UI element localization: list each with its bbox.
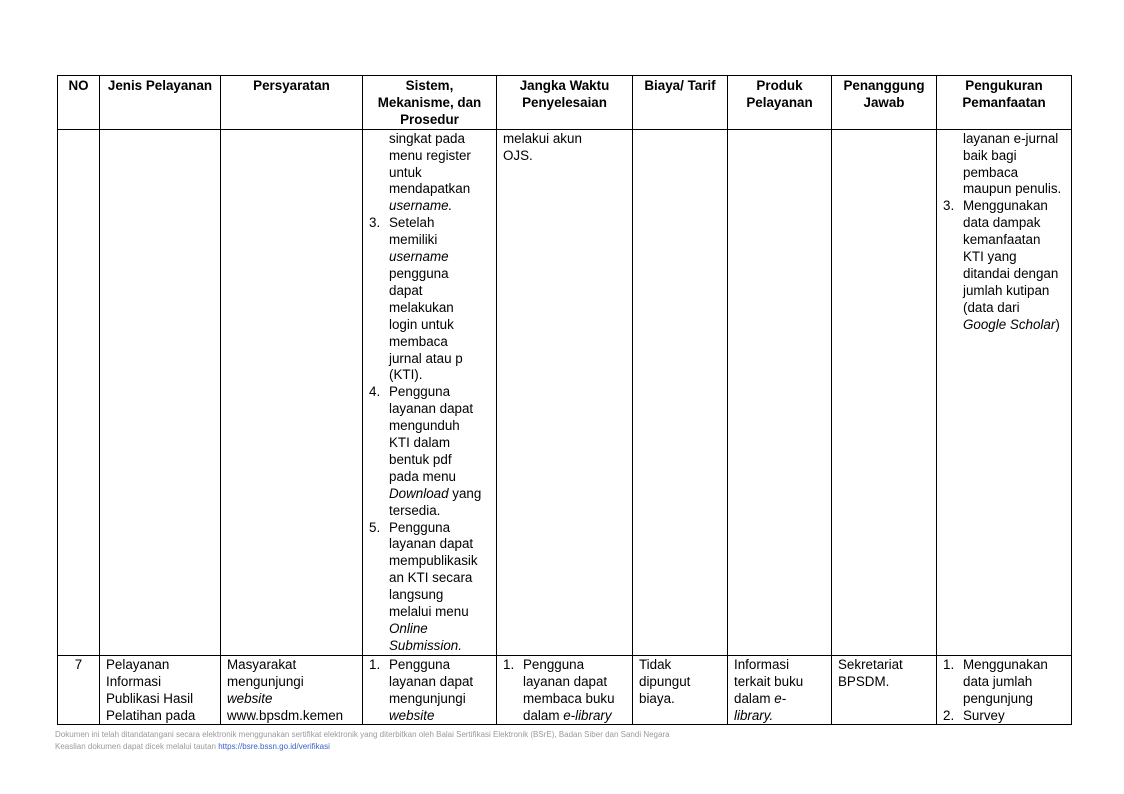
table-row [58, 129, 1072, 655]
list-item [369, 215, 490, 384]
text-line: Tidak [639, 656, 672, 672]
text-line: pengguna [389, 265, 449, 281]
text-line: Informasi [734, 656, 790, 672]
text-line: Download yang [389, 485, 482, 501]
header-produk: Produk Pelayanan [728, 76, 832, 130]
text-line: layanan dapat [389, 673, 474, 689]
text-line: username. [389, 198, 453, 214]
text-line: Pelayanan [106, 656, 170, 672]
esign-notice: Dokumen ini telah ditandatangani secara elektronik menggunakan sertifikat elektronik yang diterbitkan oleh Balai Sertifikasi Elektronik (BSrE), Badan Siber dan Sandi Negara [55, 730, 670, 739]
list-number: 4. [369, 384, 381, 400]
text-line: pengunjung [963, 690, 1034, 706]
list-number: 1. [503, 656, 515, 672]
text-line: melakukan [389, 299, 454, 315]
cell-pengukuran [937, 129, 1072, 655]
text-line: Google Scholar) [963, 316, 1060, 332]
text-line: singkat pada [389, 130, 465, 146]
text-line: mendapatkan [389, 181, 471, 197]
text-line: terkait buku [734, 673, 804, 689]
header-no: NO [58, 76, 100, 130]
list-number: 1. [369, 656, 381, 672]
text-line: data dampak [963, 215, 1041, 231]
text-line: (data dari [963, 299, 1020, 315]
text-line: menu register [389, 147, 471, 163]
text-line: untuk [389, 164, 422, 180]
jangka-list [503, 657, 626, 725]
list-number: 1. [943, 656, 955, 672]
text-line: mengunjungi [389, 690, 466, 706]
text-line: pada menu [389, 468, 457, 484]
list-item-continuation [943, 131, 1065, 199]
list-number: 3. [943, 198, 955, 214]
text-line: mengunjungi [227, 673, 304, 689]
text-line: Sekretariat [838, 656, 903, 672]
text-line: Menggunakan [963, 198, 1048, 214]
text-line: ditandai dengan [963, 265, 1059, 281]
cell-persyaratan [221, 655, 363, 725]
sistem-list [369, 131, 490, 655]
list-item-continuation [369, 131, 490, 216]
text-line: www.bpsdm.kemen [227, 707, 344, 723]
text-line: layanan dapat [523, 673, 608, 689]
text-line: membaca [389, 333, 448, 349]
pengukuran-list [943, 131, 1065, 334]
text-line: an KTI secara [389, 570, 473, 586]
text-line: Online [389, 621, 428, 636]
text-line: Setelah [389, 215, 435, 231]
text-line: BPSDM. [838, 673, 890, 689]
text-line: layanan dapat [389, 401, 474, 417]
text-line: dapat [389, 282, 423, 298]
list-item [369, 384, 490, 519]
text-line: biaya. [639, 690, 675, 706]
verification-line [55, 741, 670, 753]
text-line: KTI yang [963, 249, 1017, 265]
header-persyaratan: Persyaratan [221, 76, 363, 130]
text-line: memiliki [389, 232, 438, 248]
text-line: Pengguna [389, 519, 451, 535]
text-line: layanan dapat [389, 536, 474, 552]
text-line: jurnal atau p [389, 350, 463, 366]
text-line: Informasi [106, 673, 162, 689]
text-line: username [389, 249, 449, 265]
pengukuran-list [943, 657, 1065, 725]
header-biaya: Biaya/ Tarif [633, 76, 728, 130]
sistem-list [369, 657, 490, 725]
list-item [369, 657, 490, 725]
list-item [943, 708, 1065, 725]
cell-biaya [633, 129, 728, 655]
text-line: melakui akun [503, 130, 582, 146]
text-line: mengunduh [389, 418, 460, 434]
cell-no: 7 [58, 655, 100, 725]
cell-sistem [363, 129, 497, 655]
list-item [369, 520, 490, 655]
text-line: tersedia. [389, 502, 441, 518]
list-item [503, 657, 626, 725]
list-item [943, 198, 1065, 333]
text-line: KTI dalam [389, 435, 451, 451]
text-line: library. [734, 707, 774, 723]
cell-pengukuran [937, 655, 1072, 725]
table-row [58, 655, 1072, 725]
text-line: melalui menu [389, 604, 469, 620]
cell-persyaratan [221, 129, 363, 655]
text-line: Submission. [389, 637, 462, 653]
cell-sistem [363, 655, 497, 725]
text-line: bentuk pdf [389, 451, 452, 467]
text-line: Pengguna [389, 384, 451, 400]
header-jenis-pelayanan: Jenis Pelayanan [100, 76, 221, 130]
text-line: langsung [389, 587, 444, 603]
verification-text: Keaslian dokumen dapat dicek melalui tautan [55, 742, 216, 751]
text-line: Masyarakat [227, 656, 297, 672]
cell-penanggung-jawab [832, 655, 937, 725]
text-line: Pengguna [523, 656, 585, 672]
list-item [943, 657, 1065, 708]
text-line: data jumlah [963, 673, 1033, 689]
cell-produk [728, 129, 832, 655]
text-line: dalam e- [734, 690, 787, 706]
cell-jangka-waktu [497, 129, 633, 655]
text-line: website [227, 690, 273, 706]
esign-footer [55, 729, 670, 753]
list-number: 3. [369, 215, 381, 231]
service-standard-table [57, 75, 1072, 725]
text-line: login untuk [389, 316, 454, 332]
text-line: baik bagi [963, 147, 1017, 163]
text-line: website [389, 707, 435, 723]
cell-jangka-waktu [497, 655, 633, 725]
list-number: 5. [369, 519, 381, 535]
text-line: OJS. [503, 147, 533, 163]
cell-jenis-pelayanan [100, 129, 221, 655]
text-line: Menggunakan [963, 656, 1048, 672]
text-line: membaca buku [523, 690, 615, 706]
header-penanggung-jawab: Penanggung Jawab [832, 76, 937, 130]
cell-biaya [633, 655, 728, 725]
header-sistem: Sistem, Mekanisme, dan Prosedur [363, 76, 497, 130]
text-line: layanan e-jurnal [963, 130, 1059, 146]
header-jangka-waktu: Jangka Waktu Penyelesaian [497, 76, 633, 130]
cell-jenis-pelayanan [100, 655, 221, 725]
header-pengukuran: Pengukuran Pemanfaatan [937, 76, 1072, 130]
text-line: pembaca [963, 164, 1019, 180]
cell-no [58, 129, 100, 655]
text-line: jumlah kutipan [963, 282, 1050, 298]
text-line: Pelatihan pada [106, 707, 196, 723]
text-line: kemanfaatan [963, 232, 1041, 248]
text-line: Pengguna [389, 656, 451, 672]
header-row [58, 76, 1072, 130]
text-line: dipungut [639, 673, 691, 689]
text-line: Publikasi Hasil [106, 690, 194, 706]
cell-penanggung-jawab [832, 129, 937, 655]
text-line: mempublikasik [389, 553, 478, 569]
text-line: (KTI). [389, 367, 423, 383]
text-line: dalam e-library [523, 707, 612, 723]
cell-produk [728, 655, 832, 725]
verification-link[interactable]: https://bsre.bssn.go.id/verifikasi [218, 742, 330, 751]
list-number: 2. [943, 707, 955, 723]
text-line: maupun penulis. [963, 181, 1062, 197]
text-line: Survey [963, 707, 1005, 723]
